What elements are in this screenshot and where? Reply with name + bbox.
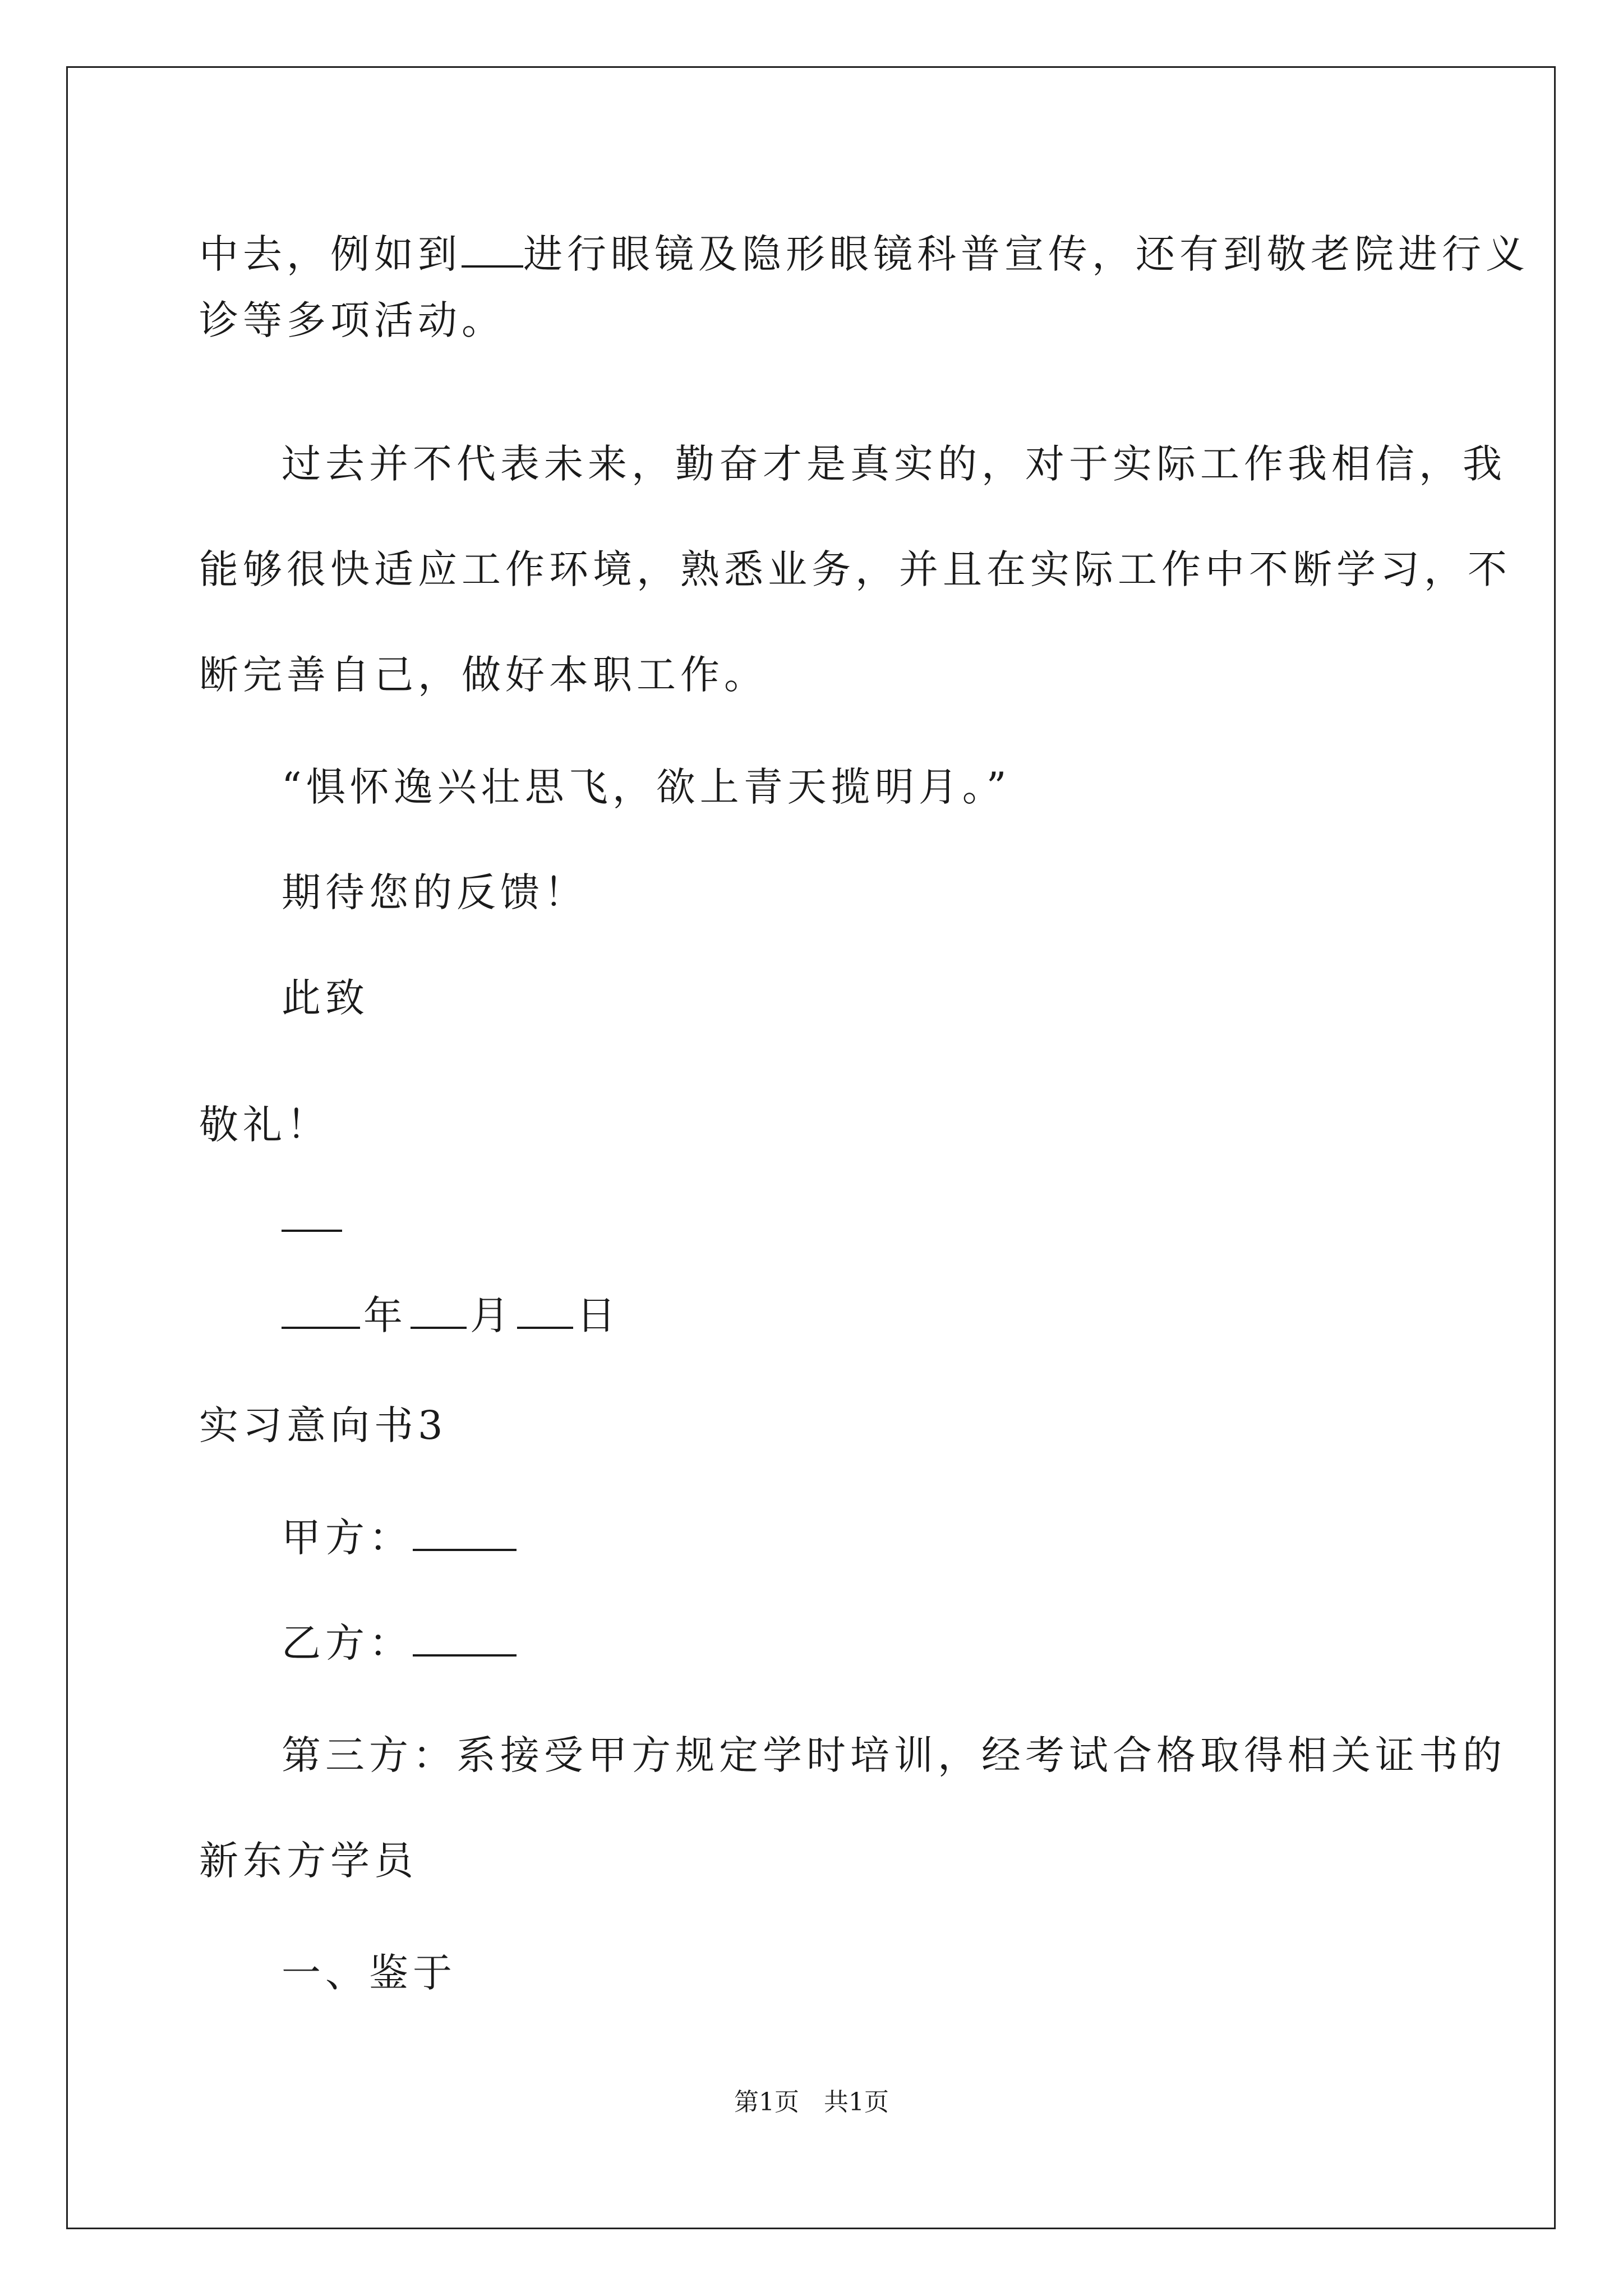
month-blank — [411, 1293, 467, 1329]
quote-line: “惧怀逸兴壮思飞，欲上青天揽明月。” — [282, 764, 1011, 810]
party-line — [282, 1618, 517, 1668]
paragraph-line: 断完善自己，做好本职工作。 — [199, 652, 768, 698]
paragraph-line — [199, 229, 1529, 279]
year-blank — [282, 1293, 360, 1329]
fill-in-blank — [462, 232, 523, 268]
day-label: 日 — [577, 1292, 620, 1338]
date-line — [282, 1290, 620, 1341]
party-b-label: 乙方： — [282, 1620, 413, 1666]
paragraph-line: 新东方学员 — [199, 1838, 418, 1884]
paragraph-line: 能够很快适应工作环境，熟悉业务，并且在实际工作中不断学习，不 — [199, 546, 1511, 592]
closing-line: 此致 — [282, 975, 369, 1021]
paragraph-line: 第三方：系接受甲方规定学时培训，经考试合格取得相关证书的 — [282, 1732, 1506, 1778]
year-label: 年 — [363, 1292, 407, 1338]
section-title: 实习意向书3 — [199, 1402, 448, 1448]
party-a-label: 甲方： — [282, 1515, 413, 1561]
party-a-blank — [413, 1515, 517, 1551]
paragraph-text: 中去，例如到 — [199, 231, 462, 277]
section-heading: 一、鉴于 — [282, 1950, 457, 1996]
paragraph-line: 期待您的反馈！ — [282, 869, 588, 915]
salutation-line: 敬礼！ — [199, 1102, 330, 1148]
paragraph-line: 过去并不代表未来，勤奋才是真实的，对于实际工作我相信，我 — [282, 441, 1506, 487]
party-line — [282, 1512, 517, 1563]
party-b-blank — [413, 1621, 517, 1657]
paragraph-line: 诊等多项活动。 — [199, 297, 505, 343]
month-label: 月 — [470, 1292, 514, 1338]
paragraph-text: 进行眼镜及隐形眼镜科普宣传，还有到敬老院进行义 — [523, 231, 1529, 277]
day-blank — [517, 1293, 573, 1329]
page-footer: 第1页 共1页 — [734, 2088, 889, 2116]
signature-blank — [282, 1230, 342, 1232]
